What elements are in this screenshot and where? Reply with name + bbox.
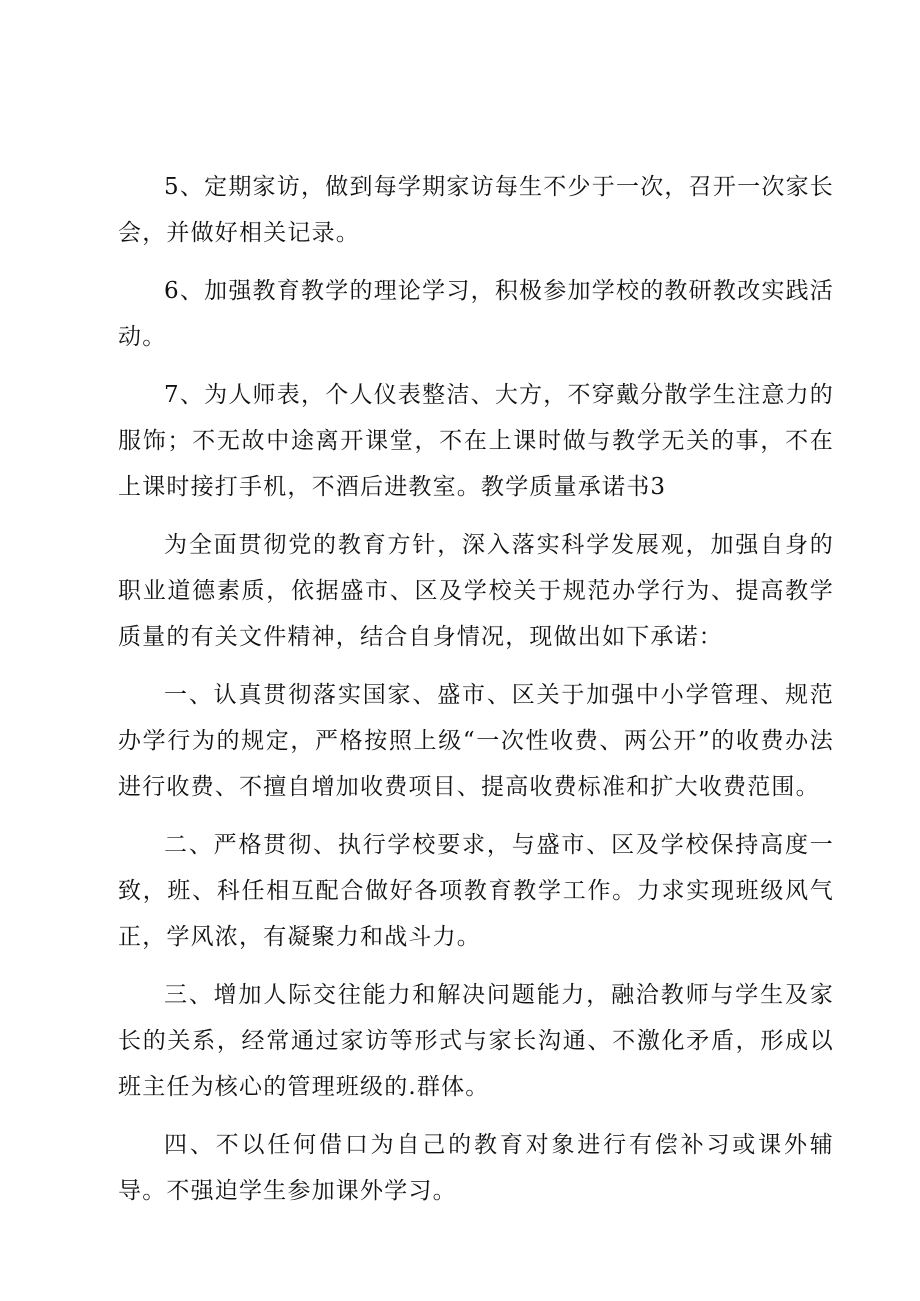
paragraph-pledge-two: 二、严格贯彻、执行学校要求，与盛市、区及学校保持高度一致，班、科任相互配合做好各项教育教学工作。力求实现班级风气正，学风浓，有凝聚力和战斗力。	[118, 832, 834, 950]
paragraph-pledge-one: 一、认真贯彻落实国家、盛市、区关于加强中小学管理、规范办学行为的规定，严格按照上级“一次性收费、两公开”的收费办法进行收费、不擅自增加收费项目、提高收费标准和扩大收费范围。	[118, 682, 834, 800]
document-body	[118, 164, 834, 1226]
paragraph-pledge-intro: 为全面贯彻党的教育方针，深入落实科学发展观，加强自身的职业道德素质，依据盛市、区及学校关于规范办学行为、提高教学质量的有关文件精神，结合自身情况，现做出如下承诺：	[118, 532, 834, 650]
paragraph-item-6-theory-study: 6、加强教育教学的理论学习，积极参加学校的教研教改实践活动。	[118, 278, 834, 350]
paragraph-item-5-home-visits: 5、定期家访，做到每学期家访每生不少于一次，召开一次家长会，并做好相关记录。	[118, 174, 834, 246]
paragraph-pledge-four: 四、不以任何借口为自己的教育对象进行有偿补习或课外辅导。不强迫学生参加课外学习。	[118, 1132, 834, 1204]
paragraph-item-7-teacher-conduct: 7、为人师表，个人仪表整洁、大方，不穿戴分散学生注意力的服饰；不无故中途离开课堂，不在上课时做与教学无关的事，不在上课时接打手机，不酒后进教室。教学质量承诺书3	[118, 382, 834, 500]
paragraph-pledge-three: 三、增加人际交往能力和解决问题能力，融洽教师与学生及家长的关系，经常通过家访等形式与家长沟通、不激化矛盾，形成以班主任为核心的管理班级的.群体。	[118, 982, 834, 1100]
